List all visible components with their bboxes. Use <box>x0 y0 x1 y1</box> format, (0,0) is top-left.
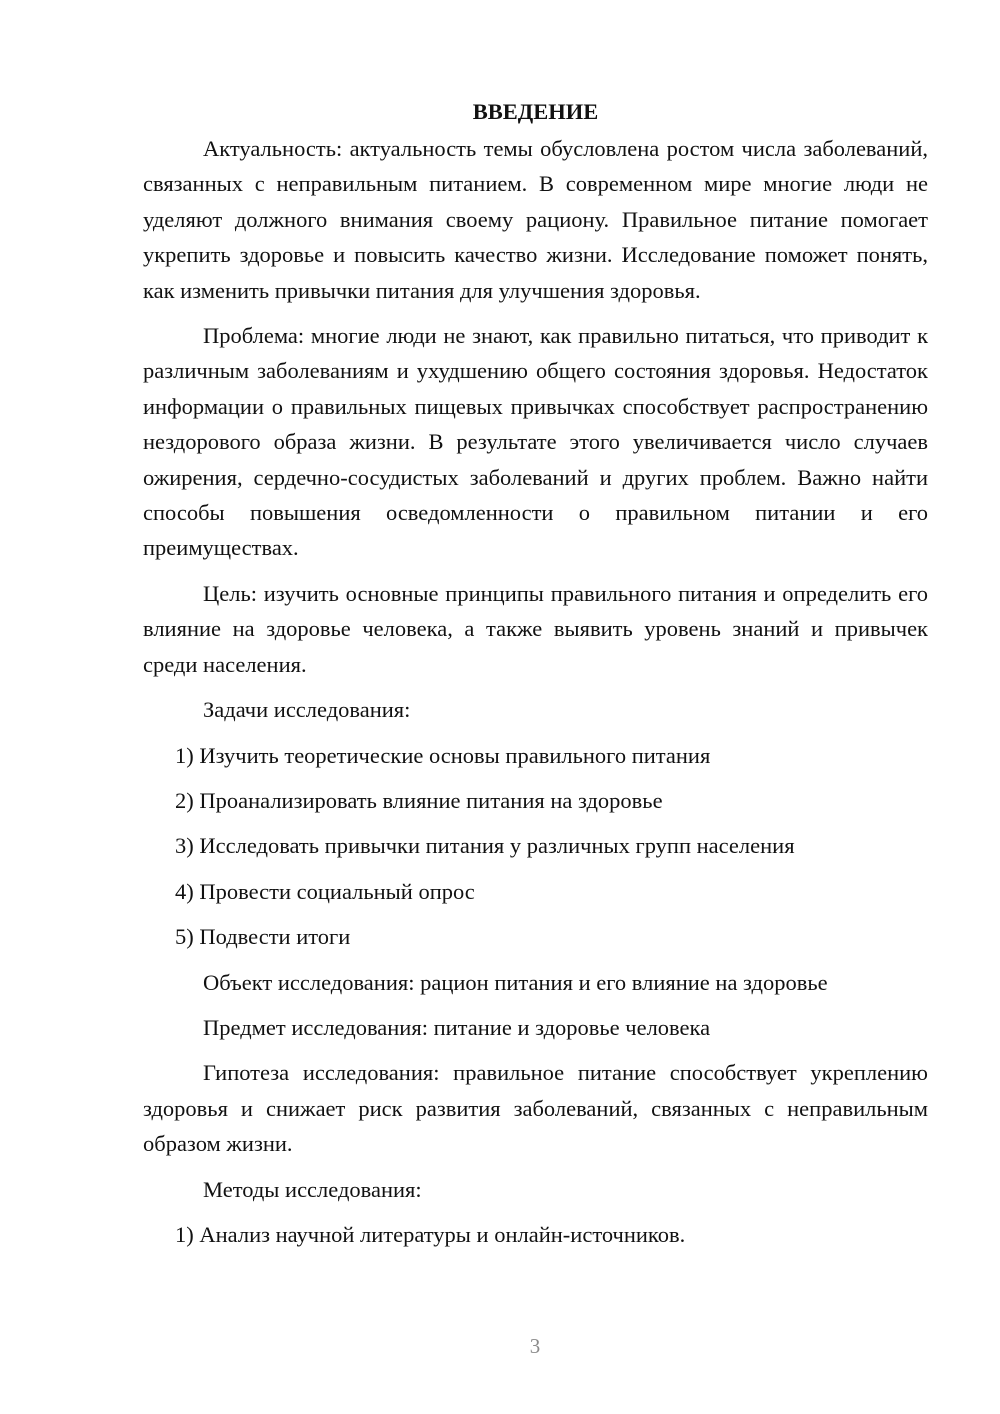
hypothesis-paragraph: Гипотеза исследования: правильное питание способствует укреплению здоровья и снижает риск развития заболеваний, связанных с неправильным образом жизни. <box>143 1060 928 1157</box>
section-heading: ВВЕДЕНИЕ <box>472 99 599 124</box>
task-item: 4) Провести социальный опрос <box>175 878 475 904</box>
tasks-heading: Задачи исследования: <box>203 697 411 723</box>
task-item: 1) Изучить теоретические основы правильного питания <box>175 742 711 768</box>
problem-paragraph: Проблема: многие люди не знают, как правильно питаться, что приводит к различным заболеваниям и ухудшению общего состояния здоровья. Недостаток информации о правильных пищевых привычках способствует распространению нездорового образа жизни. В результате этого увеличивается число случаев ожирения, сердечно-сосудистых заболеваний и других проблем. Важно найти способы повышения осведомленности о правильном питании и его преимуществах. <box>143 323 928 561</box>
object-paragraph: Объект исследования: рацион питания и его влияние на здоровье <box>203 969 828 995</box>
goal-paragraph: Цель: изучить основные принципы правильного питания и определить его влияние на здоровье человека, а также выявить уровень знаний и привычек среди населения. <box>143 580 928 677</box>
subject-paragraph: Предмет исследования: питание и здоровье человека <box>203 1014 711 1040</box>
document-body <box>143 96 928 1262</box>
relevance-paragraph: Актуальность: актуальность темы обусловлена ростом числа заболеваний, связанных с неправильным питанием. В современном мире многие люди не уделяют должного внимания своему рациону. Правильное питание помогает укрепить здоровье и повысить качество жизни. Исследование поможет понять, как изменить привычки питания для улучшения здоровья. <box>143 136 928 303</box>
page-number: 3 <box>529 1334 541 1358</box>
task-item: 3) Исследовать привычки питания у различных групп населения <box>175 833 795 859</box>
method-item: 1) Анализ научной литературы и онлайн-источников. <box>175 1221 686 1247</box>
task-item: 5) Подвести итоги <box>175 924 351 950</box>
methods-heading: Методы исследования: <box>203 1176 422 1202</box>
task-item: 2) Проанализировать влияние питания на здоровье <box>175 787 663 813</box>
